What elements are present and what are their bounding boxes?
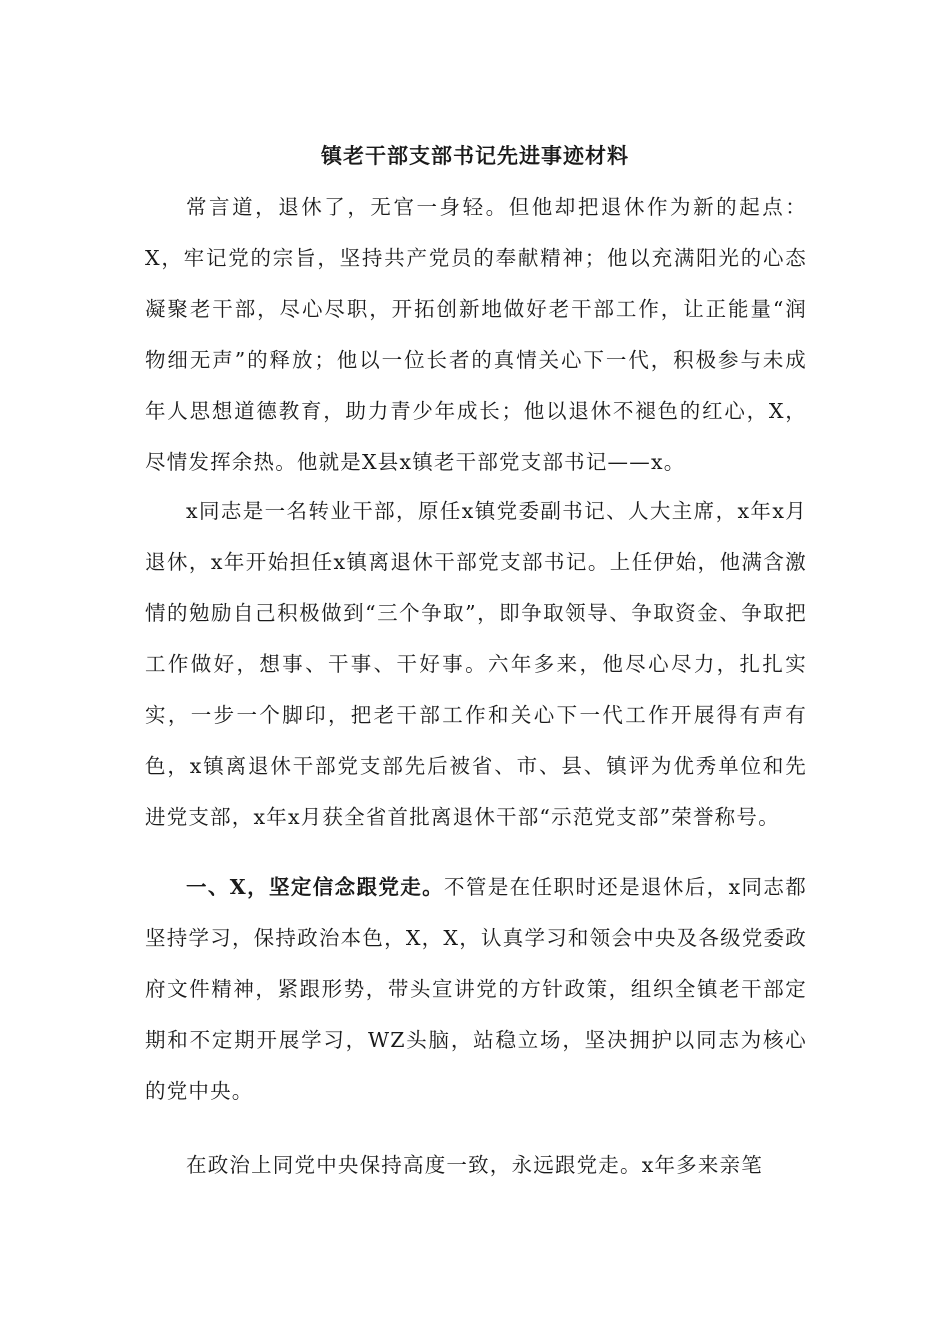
section-heading: 一、X，坚定信念跟党走。 — [186, 875, 445, 899]
paragraph-3-text: 不管是在任职时还是退休后，x同志都坚持学习，保持政治本色，X，X，认真学习和领会中央及各级党委政府文件精神，紧跟形势，带头宣讲党的方针政策，组织全镇老干部定期和不定期开展学习，WZ头脑，站稳立场，坚决拥护以同志为核心的党中央。 — [145, 875, 807, 1103]
paragraph-4 — [145, 1140, 807, 1191]
paragraph-2-text: x同志是一名转业干部，原任x镇党委副书记、人大主席，x年x月退休，x年开始担任x镇离退休干部党支部书记。上任伊始，他满含激情的勉励自己积极做到“三个争取”，即争取领导、争取资金、争取把工作做好，想事、干事、干好事。六年多来，他尽心尽力，扎扎实实，一步一个脚印，把老干部工作和关心下一代工作开展得有声有色，x镇离退休干部党支部先后被省、市、县、镇评为优秀单位和先进党支部，x年x月获全省首批离退休干部“示范党支部”荣誉称号。 — [145, 499, 807, 829]
paragraph-1 — [145, 182, 807, 488]
document-title: 镇老干部支部书记先进事迹材料 — [321, 143, 629, 168]
paragraph-3 — [145, 862, 807, 1117]
paragraph-4-text: 在政治上同党中央保持高度一致，永远跟党走。x年多来亲笔 — [186, 1153, 763, 1177]
paragraph-2 — [145, 486, 807, 843]
paragraph-1-text: 常言道，退休了，无官一身轻。但他却把退休作为新的起点：X，牢记党的宗旨，坚持共产党员的奉献精神；他以充满阳光的心态凝聚老干部，尽心尽职，开拓创新地做好老干部工作，让正能量“润物细无声”的释放；他以一位长者的真情关心下一代，积极参与未成年人思想道德教育，助力青少年成长；他以退休不褪色的红心，X，尽情发挥余热。他就是X县x镇老干部党支部书记——x。 — [145, 195, 807, 474]
